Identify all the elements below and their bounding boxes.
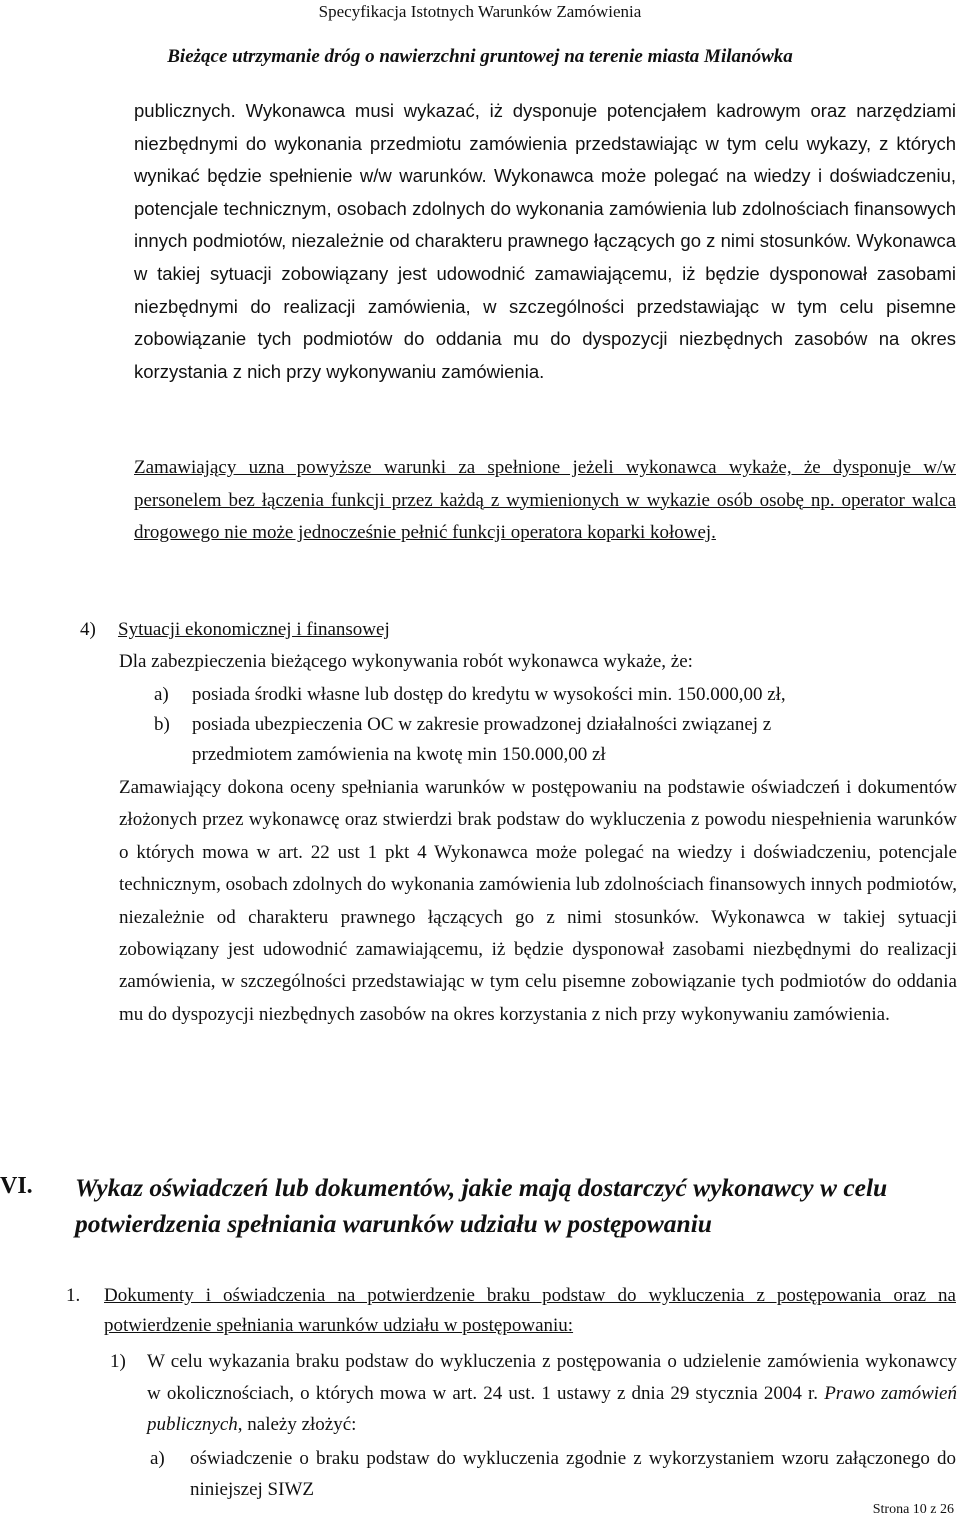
list-item-a	[154, 680, 786, 710]
page-number: Strona 10 z 26	[872, 1502, 954, 1517]
item-1-1-number: 1)	[110, 1351, 126, 1372]
list-item-b-text: posiada ubezpieczenia OC w zakresie prowadzonej działalności związanej z	[192, 714, 772, 735]
list-item-b-label: b)	[154, 714, 170, 735]
list-item-a-text: posiada środki własne lub dostęp do kredytu w wysokości min. 150.000,00 zł,	[192, 684, 786, 705]
item-1-1-text	[147, 1346, 957, 1441]
project-title: Bieżące utrzymanie dróg o nawierzchni gruntowej na terenie miasta Milanówka	[167, 46, 793, 67]
spec-title: Specyfikacja Istotnych Warunków Zamówienia	[318, 2, 642, 21]
item-1-1-text-start: W celu wykazania braku podstaw do wykluczenia z postępowania o udzielenie zamówienia wykonawcy w okolicznościach, o których mowa w art. 24 ust. 1 ustawy z dnia 29 stycznia 2004 r.	[147, 1351, 957, 1404]
section-4-heading	[80, 614, 390, 646]
list-item-b-continuation: przedmiotem zamówienia na kwotę min 150.000,00 zł	[192, 744, 606, 765]
item-1-number: 1.	[66, 1285, 81, 1306]
item-1-1-text-italic: Prawo zamówień publicznych	[147, 1382, 957, 1435]
personnel-condition-paragraph: Zamawiający uzna powyższe warunki za spełnione jeżeli wykonawca wykaże, że dysponuje w/w personelem bez łączenia funkcji przez każdą z wymienionych w wykazie osób osobę np. operator walca drogowego nie może jednocześnie pełnić funkcji operatora koparki kołowej.	[134, 457, 956, 544]
list-item-a-label: a)	[154, 684, 169, 705]
personnel-paragraph: publicznych. Wykonawca musi wykazać, iż dysponuje potencjałem kadrowym oraz narzędziami niezbędnymi do wykonania przedmiotu zamówienia przedstawiając w tym celu wykazy, z których wynikać będzie spełnienie w/w warunków. Wykonawca może polegać na wiedzy i doświadczeniu, potencjale technicznym, osobach zdolnych do wykonania zamówienia lub zdolnościach finansowych innych podmiotów, niezależnie od charakteru prawnego łączących go z nimi stosunków. Wykonawca w takiej sytuacji zobowiązany jest udowodnić zamawiającemu, iż będzie dysponował zasobami niezbędnymi do realizacji zamówienia, w szczególności przedstawiając w tym celu pisemne zobowiązanie tych podmiotów do oddania mu do dyspozycji niezbędnych zasobów na okres korzystania z nich przy wykonywaniu zamówienia.	[134, 100, 956, 382]
section-4-number: 4)	[80, 619, 96, 640]
section-4-intro: Dla zabezpieczenia bieżącego wykonywania robót wykonawca wykaże, że:	[119, 651, 693, 672]
item-1-1-text-end: , należy złożyć:	[237, 1414, 357, 1435]
item-1-1-a-text: oświadczenie o braku podstaw do wykluczenia zgodnie z wykorzystaniem wzoru załączonego do niniejszej SIWZ	[190, 1448, 956, 1500]
item-1-1-a-label: a)	[150, 1448, 165, 1469]
section-vi-title: Wykaz oświadczeń lub dokumentów, jakie mają dostarczyć wykonawcy w celu potwierdzenia spełniania warunków udziału w postępowaniu	[75, 1173, 888, 1238]
section-4-title: Sytuacji ekonomicznej i finansowej	[118, 619, 390, 640]
item-1-text: Dokumenty i oświadczenia na potwierdzenie braku podstaw do wykluczenia z postępowania oraz na potwierdzenie spełniania warunków udziału w postępowaniu:	[104, 1285, 956, 1336]
section-vi-number: VI.	[0, 1173, 33, 1199]
list-item-b	[154, 710, 771, 740]
section-4-paragraph: Zamawiający dokona oceny spełniania warunków w postępowaniu na podstawie oświadczeń i dokumentów złożonych przez wykonawcę oraz stwierdzi brak podstaw do wykluczenia z powodu niespełnienia warunków o których mowa w art. 22 ust 1 pkt 4 Wykonawca może polegać na wiedzy i doświadczeniu, potencjale technicznym, osobach zdolnych do wykonania zamówienia lub zdolnościach finansowych innych podmiotów, niezależnie od charakteru prawnego łączących go z nimi stosunków. Wykonawca w takiej sytuacji zobowiązany jest udowodnić zamawiającemu, iż będzie dysponował zasobami niezbędnymi do realizacji zamówienia, w szczególności przedstawiając w tym celu pisemne zobowiązanie tych podmiotów do oddania mu do dyspozycji niezbędnych zasobów na okres korzystania z nich przy wykonywaniu zamówienia.	[119, 777, 957, 1025]
